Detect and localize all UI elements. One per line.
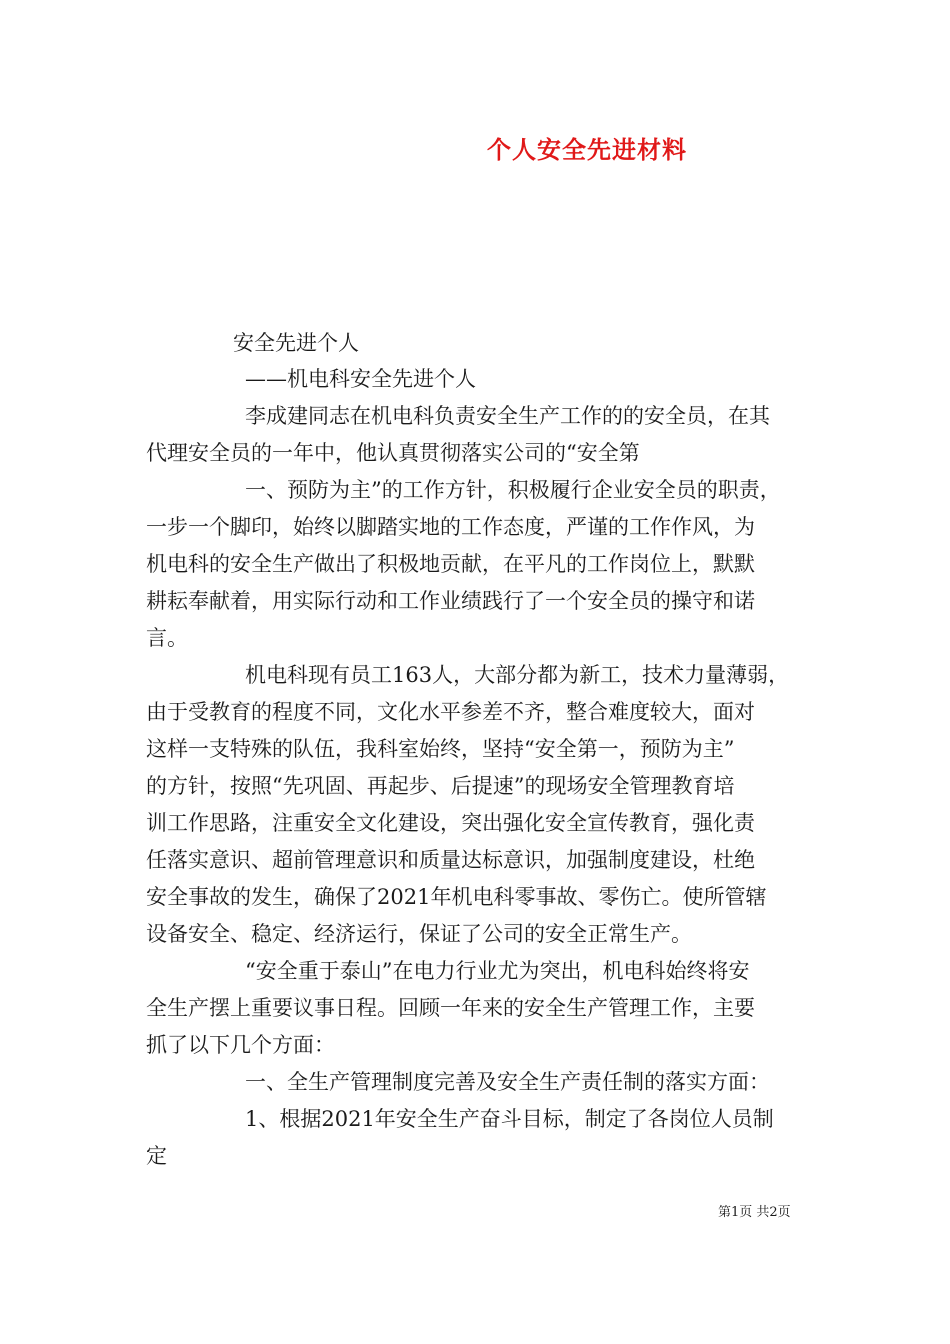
text-line: 训工作思路，注重安全文化建设，突出强化安全宣传教育，强化责 (146, 811, 755, 835)
text-line: 言。 (146, 626, 188, 650)
text-line: 代理安全员的一年中，他认真贯彻落实公司的“安全第 (146, 441, 640, 465)
text-line: 全生产摆上重要议事日程。回顾一年来的安全生产管理工作，主要 (146, 996, 755, 1020)
document-title: 个人安全先进材料 (487, 135, 687, 164)
text-line: “安全重于泰山”在电力行业尤为突出，机电科始终将安 (245, 959, 750, 983)
text-line: 耕耘奉献着，用实际行动和工作业绩践行了一个安全员的操守和诺 (146, 589, 755, 613)
text-line-heading: 安全先进个人 (233, 331, 359, 355)
text-line: 李成建同志在机电科负责安全生产工作的的安全员，在其 (245, 404, 770, 428)
text-line: 抓了以下几个方面： (146, 1033, 335, 1057)
text-line: 这样一支特殊的队伍，我科室始终，坚持“安全第一，预防为主” (146, 737, 735, 761)
page-number-footer: 第1页 共2页 (718, 1205, 791, 1220)
text-line: 任落实意识、超前管理意识和质量达标意识，加强制度建设，杜绝 (146, 848, 755, 872)
text-line: 机电科的安全生产做出了积极地贡献，在平凡的工作岗位上，默默 (146, 552, 755, 576)
text-line: 机电科现有员工163人，大部分都为新工，技术力量薄弱， (245, 663, 790, 687)
text-line: 1、根据2021年安全生产奋斗目标，制定了各岗位人员制 (245, 1107, 774, 1131)
text-line: 一步一个脚印，始终以脚踏实地的工作态度，严谨的工作作风，为 (146, 515, 755, 539)
text-line: 安全事故的发生，确保了2021年机电科零事故、零伤亡。使所管辖 (146, 885, 767, 909)
text-line: 定 (146, 1144, 167, 1168)
text-line: 一、预防为主”的工作方针，积极履行企业安全员的职责， (245, 478, 781, 502)
text-line-subheading: ——机电科安全先进个人 (245, 367, 476, 391)
text-line: 由于受教育的程度不同，文化水平参差不齐，整合难度较大，面对 (146, 700, 755, 724)
text-line: 设备安全、稳定、经济运行，保证了公司的安全正常生产。 (146, 922, 692, 946)
text-line: 的方针，按照“先巩固、再起步、后提速”的现场安全管理教育培 (146, 774, 735, 798)
text-line: 一、全生产管理制度完善及安全生产责任制的落实方面： (245, 1070, 770, 1094)
